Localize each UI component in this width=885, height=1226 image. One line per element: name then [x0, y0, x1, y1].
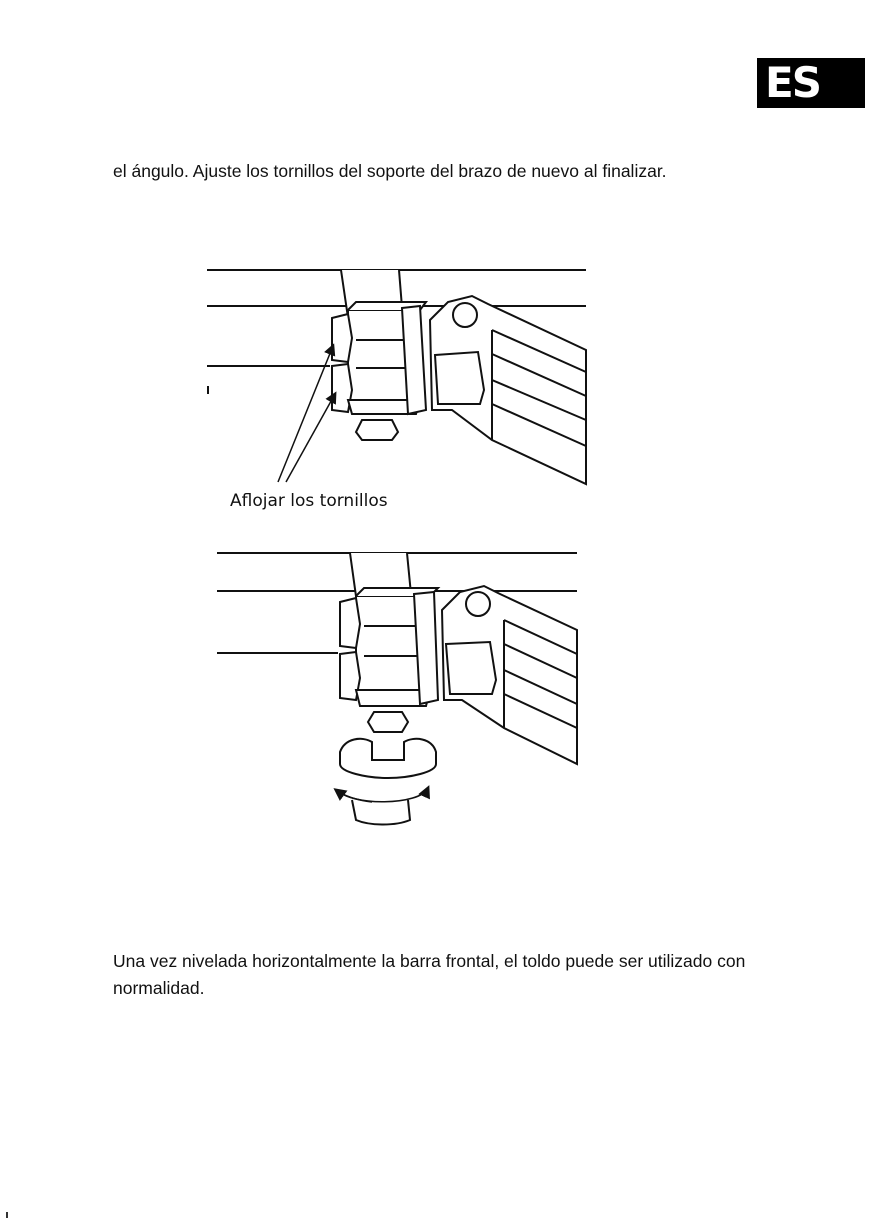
instruction-paragraph-top: el ángulo. Ajuste los tornillos del soporte del brazo de nuevo al finalizar. — [113, 161, 667, 181]
page-edge-mark — [6, 1212, 8, 1218]
rotate-arrow-icon — [336, 788, 428, 802]
instruction-paragraph-bottom: Una vez nivelada horizontalmente la barra frontal, el toldo puede ser utilizado con normalidad. — [113, 951, 746, 998]
top-bracket-illustration — [207, 270, 586, 484]
loosen-arrow-icon — [278, 346, 335, 482]
figure-caption: Aflojar los tornillos — [230, 491, 388, 511]
bottom-bracket-illustration — [217, 553, 577, 825]
language-badge: ES — [757, 58, 865, 108]
